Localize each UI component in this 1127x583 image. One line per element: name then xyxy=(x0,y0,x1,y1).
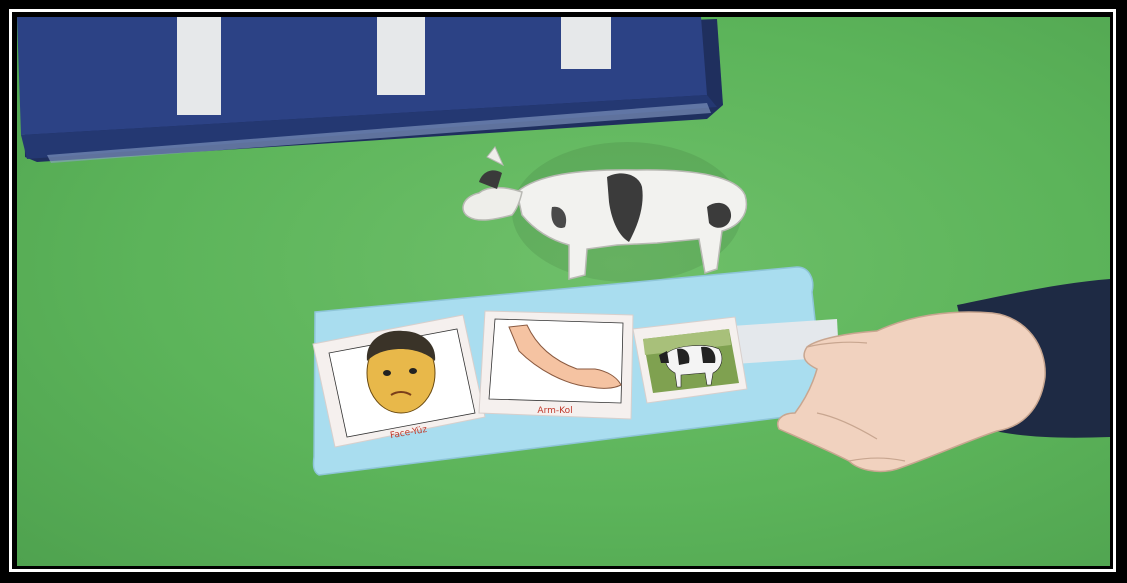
card-arm-label: Arm-Kol xyxy=(537,406,573,416)
inner-border xyxy=(9,9,1116,572)
card-face-label: Face-Yüz xyxy=(389,424,428,442)
